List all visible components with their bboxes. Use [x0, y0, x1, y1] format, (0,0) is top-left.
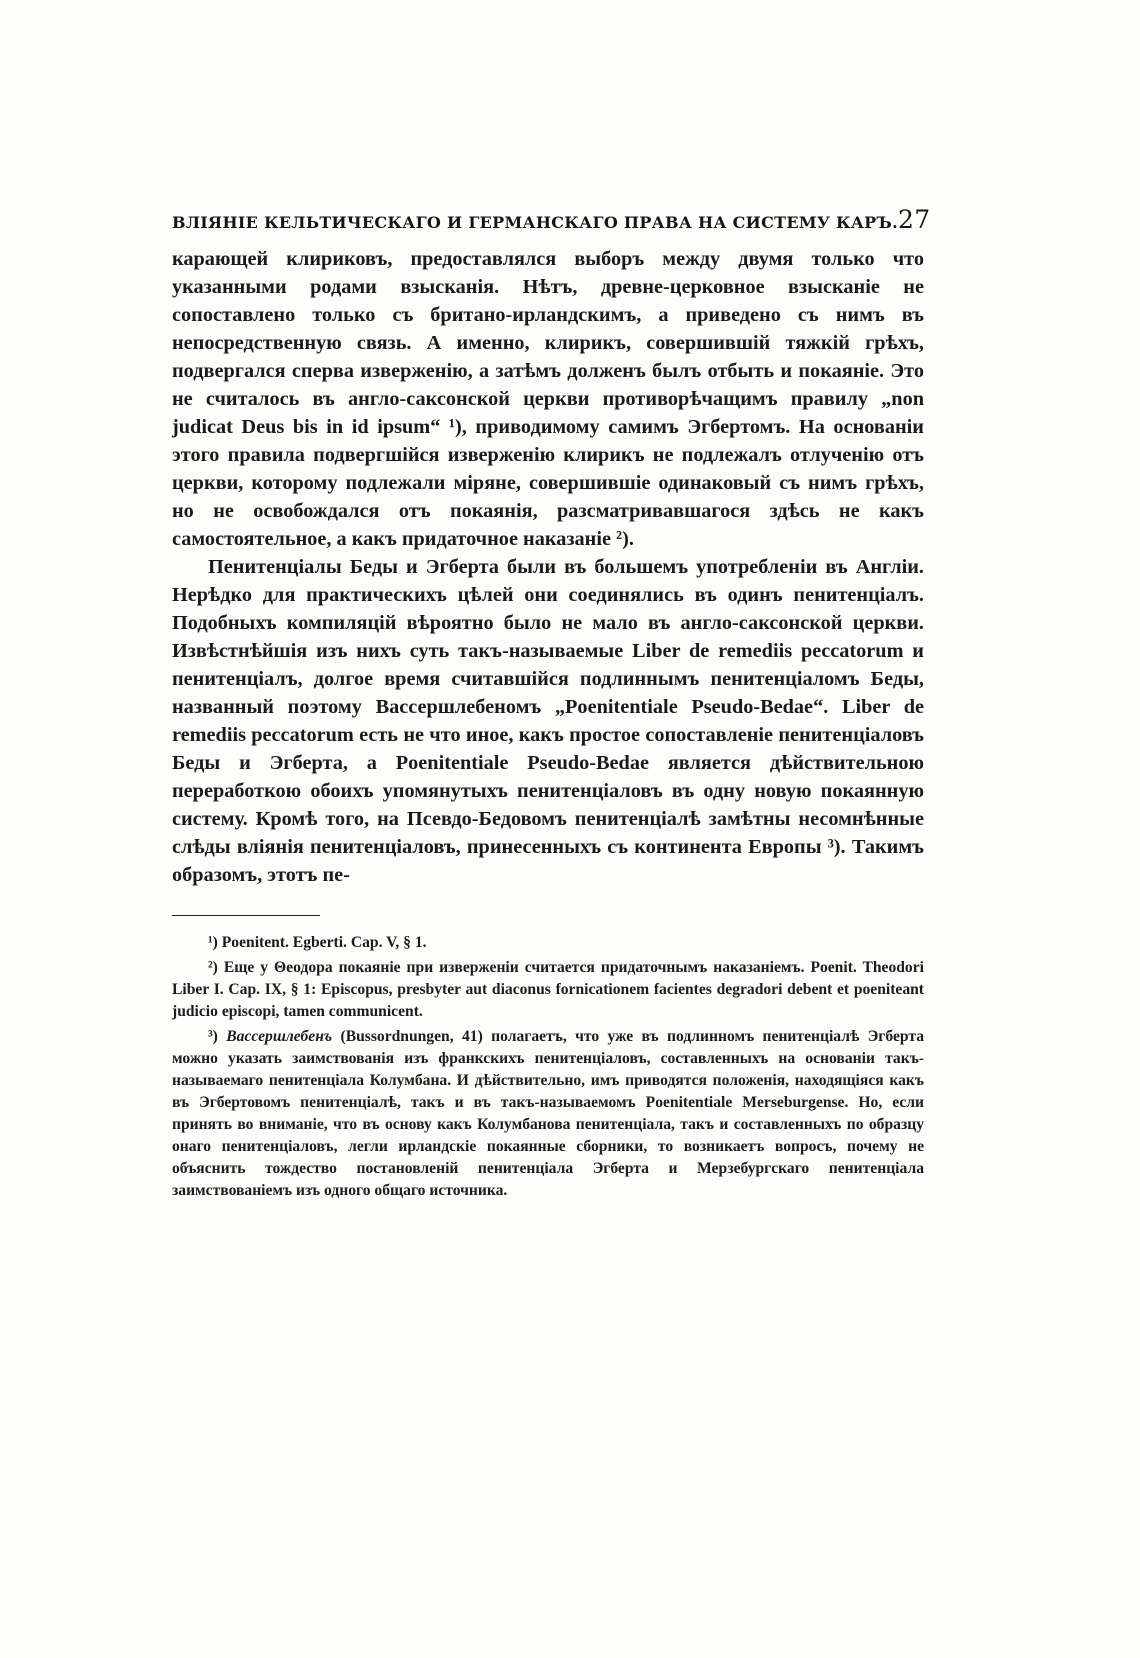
running-title: ВЛІЯНІЕ КЕЛЬТИЧЕСКАГО И ГЕРМАНСКАГО ПРАВА НА СИСТЕМУ КАРЪ.: [172, 213, 898, 232]
footnote-text: Еще у Θеодора покаяніе при изверженіи считается придаточнымъ наказаніемъ. Poenit. Theodori Liber I. Cap. IX, § 1: Episcopus, presbyter aut diaconus fornicationem facientes degradori debent et poeniteant judicio episcopi, tamen communicent.: [172, 959, 924, 1020]
footnote-1: [172, 932, 924, 954]
footnote-text: (Bussordnungen, 41) полагаетъ, что уже въ подлинномъ пенитенціалѣ Эгберта можно указать заимствованія изъ франкскихъ пенитенціаловъ, составленныхъ на основаніи такъ-называемаго пенитенціала Колумбана. И дѣйствительно, имъ приводятся положенія, находящіяся какъ въ Эгбертовомъ пенитенціалѣ, такъ и въ такъ-называемомъ Poenitentiale Merseburgense. Но, если принять во вниманіе, что въ основу какъ Колумбанова пенитенціала, такъ и составленныхъ по образцу онаго пенитенціаловъ, легли ирландскіе покаянные сборники, то возникаетъ вопросъ, почему не объяснить тождество постановленій пенитенціала Эгберта и Мерзебургскаго пенитенціала заимствованіемъ изъ одного общаго источника.: [172, 1028, 924, 1199]
footnote-author: Вассершлебенъ: [226, 1028, 333, 1045]
footnotes: [172, 932, 924, 1202]
footnote-3: [172, 1026, 924, 1202]
page: [172, 205, 931, 1205]
footnote-divider: [172, 915, 320, 916]
footnote-mark: ³): [208, 1028, 218, 1045]
page-number: 27: [898, 205, 931, 234]
footnote-mark: ²): [208, 959, 218, 976]
footnote-2: [172, 957, 924, 1023]
body-text: [172, 245, 924, 889]
footnote-mark: ¹): [208, 934, 218, 951]
paragraph-2: Пенитенціалы Беды и Эгберта были въ большемъ употребленіи въ Англіи. Нерѣдко для практическихъ цѣлей они соединялись въ одинъ пенитенціалъ. Подобныхъ компиляцій вѣроятно было не мало въ англо-саксонской церкви. Извѣстнѣйшія изъ нихъ суть такъ-называемые Liber de remediis peccatorum и пенитенціалъ, долгое время считавшійся подлиннымъ пенитенціаломъ Беды, названный поэтому Вассершлебеномъ „Poenitentiale Pseudo-Bedae“. Liber de remediis peccatorum есть не что иное, какъ простое сопоставленіе пенитенціаловъ Беды и Эгберта, а Poenitentiale Pseudo-Bedae является дѣйствительною переработкою обоихъ упомянутыхъ пенитенціаловъ въ одну новую покаянную систему. Кромѣ того, на Псевдо-Бедовомъ пенитенціалѣ замѣтны несомнѣнные слѣды вліянія пенитенціаловъ, принесенныхъ съ континента Европы ³). Такимъ образомъ, этотъ пе-: [172, 556, 924, 886]
running-head: [172, 205, 931, 245]
footnote-text: Poenitent. Egberti. Cap. V, § 1.: [221, 934, 427, 951]
paragraph-1: карающей клириковъ, предоставлялся выборъ между двумя только что указанными родами взысканія. Нѣтъ, древне-церковное взысканіе не сопоставлено только съ британо-ирландскимъ, а приведено съ нимъ въ непосредственную связь. А именно, клирикъ, совершившій тяжкій грѣхъ, подвергался сперва изверженію, а затѣмъ долженъ былъ отбыть и покаяніе. Это не считалось въ англо-саксонской церкви противорѣчащимъ правилу „non judicat Deus bis in id ipsum“ ¹), приводимому самимъ Эгбертомъ. На основаніи этого правила подвергшійся изверженію клирикъ не подлежалъ отлученію отъ церкви, которому подлежали міряне, совершившіе одинаковый съ нимъ грѣхъ, но не освобождался отъ покаянія, разсматривавшагося здѣсь не какъ самостоятельное, а какъ придаточное наказаніе ²).: [172, 248, 924, 550]
